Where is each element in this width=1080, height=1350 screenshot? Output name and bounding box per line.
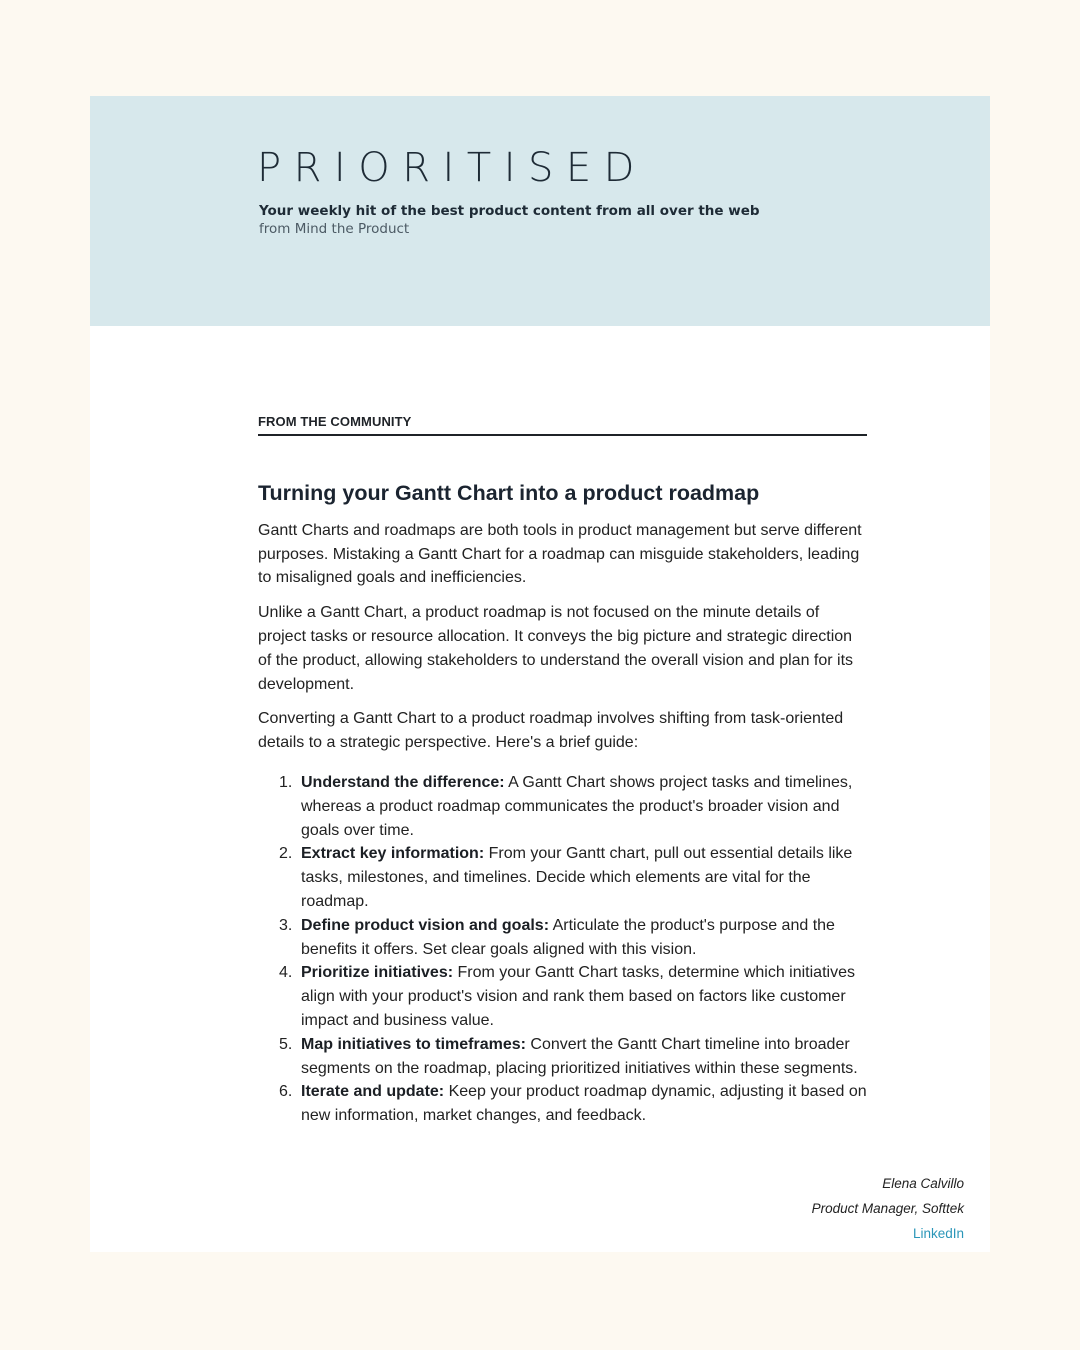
guide-steps-list xyxy=(258,771,867,1128)
newsletter-tagline: Your weekly hit of the best product content from all over the web xyxy=(259,203,760,219)
step-number: 3. xyxy=(279,916,293,934)
step-text: A Gantt Chart shows project tasks and timelines, whereas a product roadmap communicates the product's broader vision and goals over time. xyxy=(301,773,853,839)
step-text: Keep your product roadmap dynamic, adjusting it based on new information, market changes, and feedback. xyxy=(301,1083,867,1125)
step-number: 4. xyxy=(279,964,293,982)
step-term: Map initiatives to timeframes: xyxy=(301,1035,526,1053)
guide-step xyxy=(258,771,867,842)
step-term: Extract key information: xyxy=(301,845,485,863)
step-text: Convert the Gantt Chart timeline into broader segments on the roadmap, placing prioritized initiatives within these segments. xyxy=(301,1035,858,1077)
guide-step xyxy=(258,1033,867,1081)
step-number: 6. xyxy=(279,1083,293,1101)
guide-step xyxy=(258,914,867,962)
newsletter-brand: PRIORITISED xyxy=(257,145,647,191)
step-text: From your Gantt Chart tasks, determine which initiatives align with your product's vision and rank them based on factors like customer impact and business value. xyxy=(301,964,855,1029)
author-byline xyxy=(812,1171,964,1246)
step-number: 5. xyxy=(279,1035,293,1053)
step-term: Prioritize initiatives: xyxy=(301,964,454,982)
step-term: Iterate and update: xyxy=(301,1083,445,1101)
article-paragraph: Converting a Gantt Chart to a product roadmap involves shifting from task-oriented details to a strategic perspective. Here's a brief guide: xyxy=(258,710,844,752)
author-name: Elena Calvillo xyxy=(882,1176,964,1191)
step-term: Define product vision and goals: xyxy=(301,916,550,934)
article-paragraph: Unlike a Gantt Chart, a product roadmap is not focused on the minute details of project tasks or resource allocation. It conveys the big picture and strategic direction of the product, allowing stakeholders to understand the overall vision and plan for its development. xyxy=(258,604,854,693)
guide-step xyxy=(258,1080,867,1128)
newsletter-source: from Mind the Product xyxy=(259,221,410,237)
step-text: From your Gantt chart, pull out essential details like tasks, milestones, and timelines. Decide which elements are vital for the roadmap. xyxy=(301,845,853,910)
article-paragraph: Gantt Charts and roadmaps are both tools in product management but serve different purposes. Mistaking a Gantt Chart for a roadmap can misguide stakeholders, leading to misaligned goals and inefficiencies. xyxy=(258,521,862,587)
guide-step xyxy=(258,842,867,913)
masthead xyxy=(90,96,990,326)
step-number: 2. xyxy=(279,845,293,863)
author-linkedin-link[interactable]: LinkedIn xyxy=(912,1226,964,1241)
step-text: Articulate the product's purpose and the benefits it offers. Set clear goals aligned with this vision. xyxy=(301,916,835,958)
newsletter-card xyxy=(90,96,990,1252)
guide-step xyxy=(258,961,867,1032)
author-role: Product Manager, Softtek xyxy=(811,1201,964,1216)
step-term: Understand the difference: xyxy=(301,773,505,791)
step-number: 1. xyxy=(279,773,293,791)
article-content xyxy=(258,414,867,1128)
section-label: FROM THE COMMUNITY xyxy=(258,414,867,436)
article-title: Turning your Gantt Chart into a product roadmap xyxy=(258,481,760,505)
